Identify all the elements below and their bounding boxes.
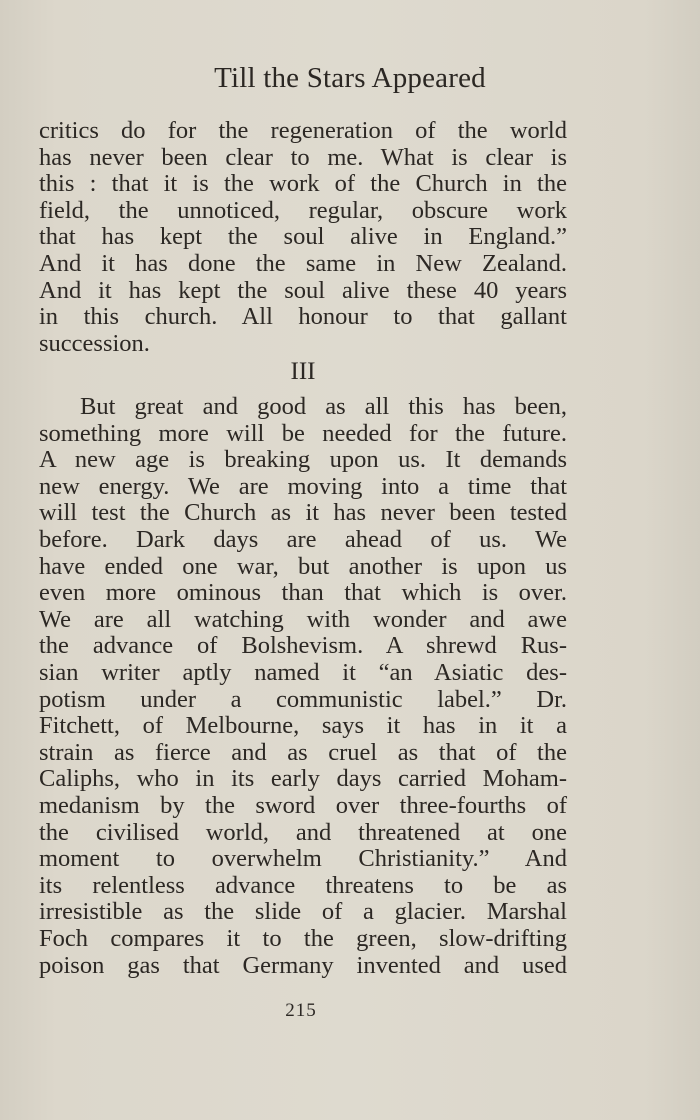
text-line: succession. [39,329,150,357]
text-line: sian writer aptly named it “an Asiatic des- [39,659,567,686]
text-line: critics do for the regeneration of the world [39,117,567,144]
text-line: in this church. All honour to that gallant [39,303,567,331]
text-line: strain as fierce and as cruel as that of the [39,738,567,766]
text-line: moment to overwhelm Christianity.” And [39,845,567,873]
text-line: have ended one war, but another is upon us [39,552,567,580]
text-line: We are all watching with wonder and awe [39,605,567,633]
text-line: before. Dark days are ahead of us. We [39,526,567,553]
text-line: Fitchett, of Melbourne, says it has in it a [39,712,567,740]
text-line: its relentless advance threatens to be as [39,871,567,899]
page-number: 215 [285,1000,317,1021]
running-head: Till the Stars Appeared [214,62,486,94]
section-number: III [290,358,316,385]
text-line: potism under a communistic label.” Dr. [39,685,567,713]
text-line: But great and good as all this has been, [80,393,567,420]
text-line: this : that it is the work of the Church in the [39,170,567,198]
text-line: poison gas that Germany invented and used [39,951,567,979]
text-line: A new age is breaking upon us. It demands [39,446,567,474]
text-line: irresistible as the slide of a glacier. Marshal [39,898,567,926]
text-line: Foch compares it to the green, slow-drifting [39,925,567,952]
text-line: something more will be needed for the future. [39,419,567,447]
text-line: the civilised world, and threatened at one [39,818,567,846]
text-line: will test the Church as it has never been tested [39,499,567,527]
text-line: new energy. We are moving into a time that [39,472,567,500]
text-line: Caliphs, who in its early days carried Moham- [39,765,567,793]
text-line: And it has kept the soul alive these 40 years [39,276,567,304]
text-line: medanism by the sword over three-fourths of [39,792,567,819]
text-line: the advance of Bolshevism. A shrewd Rus- [39,632,567,660]
text-line: has never been clear to me. What is clear is [39,143,567,171]
text-line: even more ominous than that which is over. [39,579,567,607]
text-line: field, the unnoticed, regular, obscure work [39,196,567,224]
text-line: that has kept the soul alive in England.” [39,223,567,251]
text-line: And it has done the same in New Zealand. [39,250,567,277]
